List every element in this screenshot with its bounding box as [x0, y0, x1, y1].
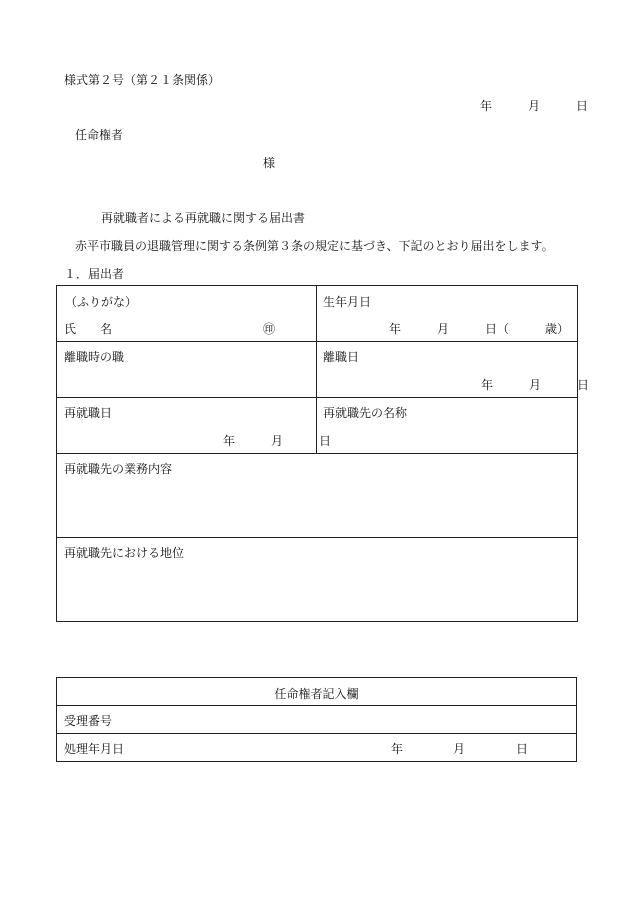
position-cell[interactable]: [57, 342, 317, 398]
document-title: 再就職者による再就職に関する届出書: [101, 211, 306, 225]
retire-date-label: 離職日: [323, 350, 360, 364]
name-label: 氏 名: [64, 322, 113, 336]
section-heading: １．届出者: [64, 267, 125, 281]
appointer-box-title-cell: [57, 678, 577, 706]
retire-date-cell[interactable]: [317, 342, 590, 398]
reemploy-date-cell[interactable]: [57, 398, 332, 454]
process-date-label: 処理年月日: [64, 742, 125, 756]
intro-text: 赤平市職員の退職管理に関する条例第３条の規定に基づき、下記のとおり届出をします。: [75, 239, 554, 253]
birth-date-cell[interactable]: [317, 286, 578, 342]
reemploy-date-line: 年 月 日: [223, 434, 332, 448]
reemploy-date-label: 再就職日: [64, 406, 113, 420]
process-month: 月: [453, 742, 466, 756]
employer-name-label: 再就職先の名称: [323, 406, 408, 420]
receipt-number-label: 受理番号: [64, 714, 113, 728]
birth-date-label: 生年月日: [323, 295, 372, 309]
applicant-table: [56, 285, 590, 622]
appointer-label: 任命権者: [75, 128, 124, 142]
position-label: 離職時の職: [64, 350, 125, 364]
furigana-label: （ふりがな）: [65, 295, 138, 309]
form-number: 様式第２号（第２１条関係）: [64, 73, 221, 87]
appointer-box-title: 任命権者記入欄: [274, 687, 359, 701]
receipt-number-cell[interactable]: [57, 706, 577, 734]
honorific: 様: [263, 156, 276, 170]
employer-name-cell[interactable]: [317, 398, 578, 454]
seal-mark: ㊞: [263, 322, 276, 336]
name-cell[interactable]: [57, 286, 317, 342]
process-date-cell[interactable]: [57, 734, 577, 762]
duties-label: 再就職先の業務内容: [64, 462, 173, 476]
status-label: 再就職先における地位: [64, 546, 185, 560]
process-day: 日: [516, 742, 529, 756]
submission-date: 年 月 日: [480, 99, 589, 113]
birth-date-line: 年 月 日（ 歳）: [389, 322, 570, 336]
duties-cell[interactable]: [57, 454, 578, 538]
process-year: 年: [391, 742, 404, 756]
appointer-table: [56, 677, 577, 762]
status-cell[interactable]: [57, 538, 578, 622]
retire-date-line: 年 月 日: [481, 378, 590, 392]
